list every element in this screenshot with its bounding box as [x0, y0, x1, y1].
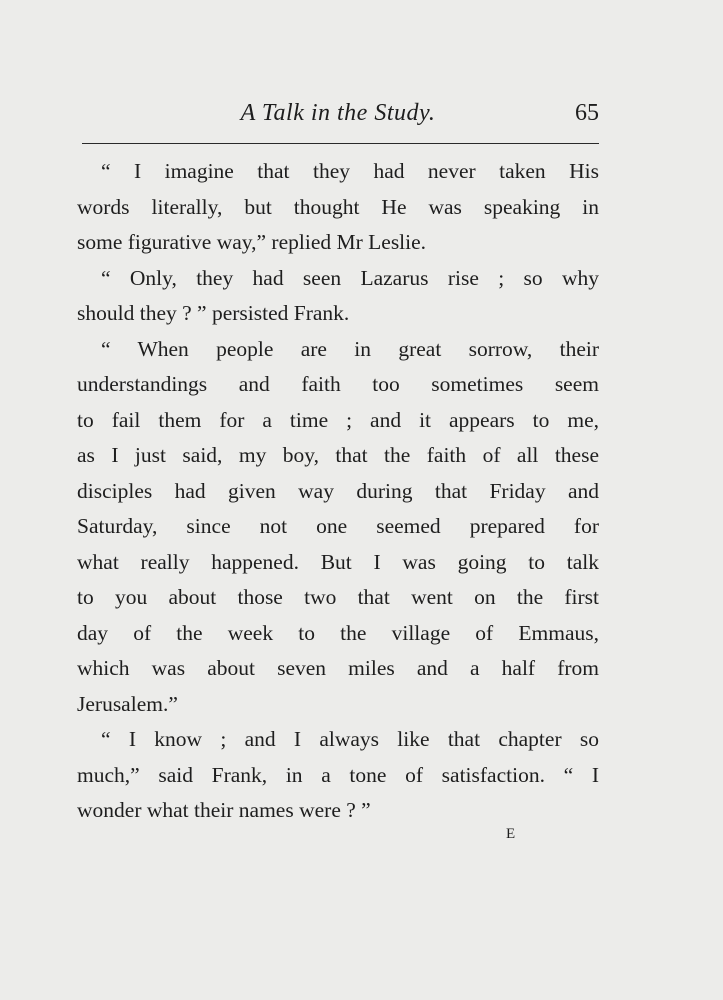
text-line: what really happened. But I was going to talk: [77, 549, 599, 574]
text-line: which was about seven miles and a half from: [77, 656, 599, 680]
text-line: disciples had given way during that Friday and: [77, 478, 599, 503]
text-line: some figurative way,” replied Mr Leslie.: [77, 230, 427, 254]
text-line: words literally, but thought He was speaking in: [77, 194, 599, 219]
running-head: [77, 100, 599, 134]
text-line: understandings and faith too sometimes seem: [77, 372, 599, 396]
text-line: “ I know ; and I always like that chapter so: [101, 727, 599, 751]
text-line: Saturday, since not one seemed prepared for: [77, 514, 599, 538]
text-line: day of the week to the village of Emmaus,: [77, 620, 599, 645]
signature-mark: E: [506, 826, 517, 842]
body-text: [77, 154, 599, 829]
header-rule: [82, 143, 599, 144]
page-number: 65: [575, 100, 599, 126]
text-line: to you about those two that went on the first: [77, 585, 599, 609]
running-head-title: A Talk in the Study.: [240, 100, 436, 126]
text-line: to fail them for a time ; and it appears to me,: [77, 407, 599, 432]
text-line: “ I imagine that they had never taken His: [101, 159, 599, 183]
text-line: wonder what their names were ? ”: [77, 798, 371, 822]
text-line: much,” said Frank, in a tone of satisfaction. “ I: [77, 762, 599, 787]
text-line: should they ? ” persisted Frank.: [77, 301, 350, 325]
text-line: Jerusalem.”: [77, 691, 178, 716]
text-line: “ When people are in great sorrow, their: [101, 336, 599, 361]
text-line: as I just said, my boy, that the faith of all these: [77, 443, 599, 467]
text-line: “ Only, they had seen Lazarus rise ; so why: [101, 265, 599, 290]
